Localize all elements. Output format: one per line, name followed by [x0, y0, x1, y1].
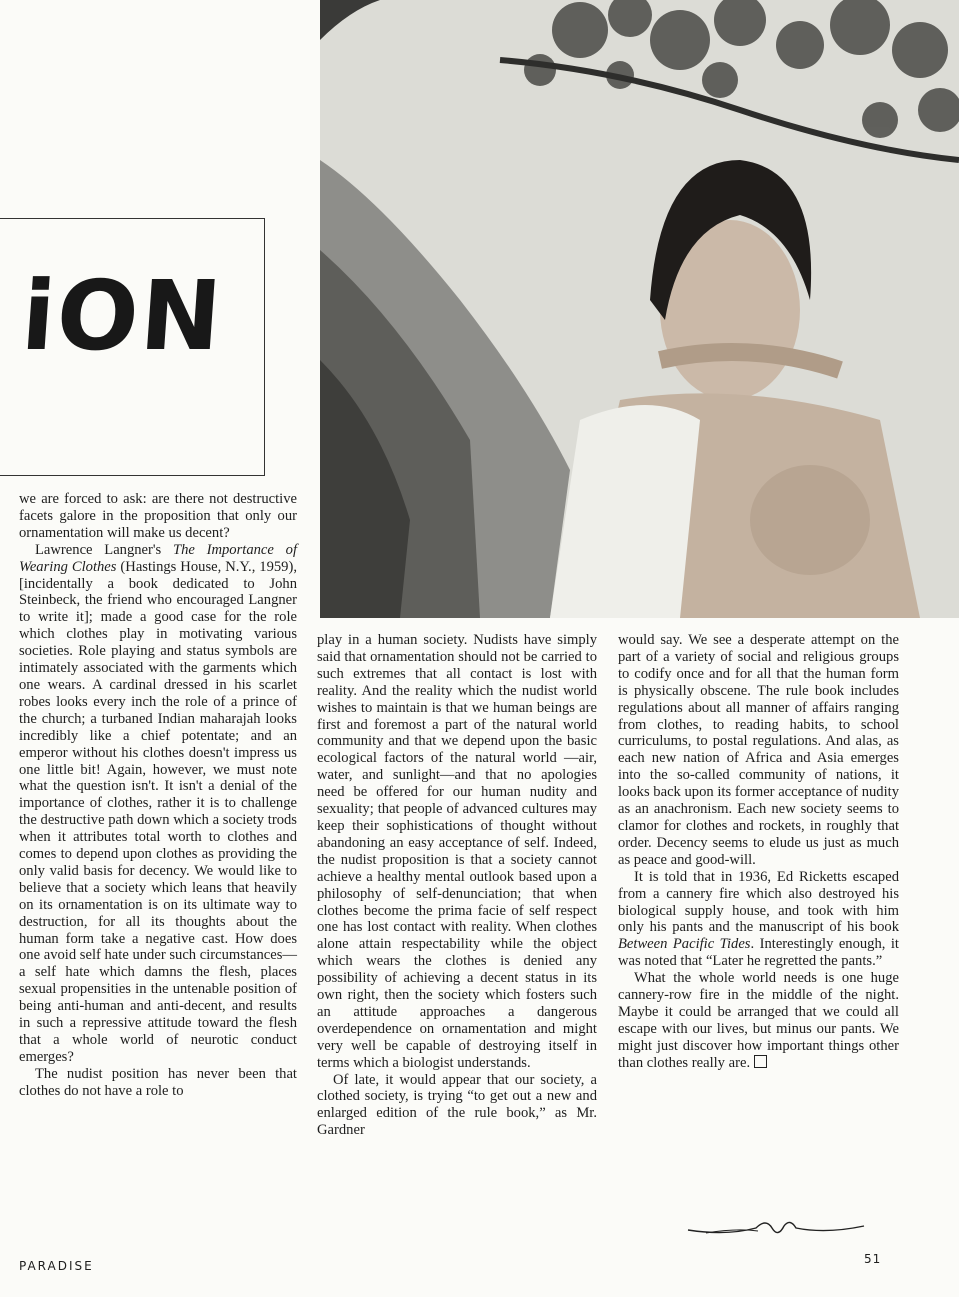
paragraph: play in a human society. Nudists have simply said that ornamentation should not be carried to such extremes that all contact is lost with reality. And the reality which the nudist world wishes to maintain is that we human beings are first and foremost a part of the natural world community and that we depend upon the basic ecological factors of the natural world —air, water, and sunlight—and that no apologies need be offered for our human nudity and sexuality; that people of advanced cultures may keep their sophistications of thought without abandoning an easy acceptance of self. Indeed, the nudist proposition is that a society cannot achieve a healthy mental outlook based upon a philosophy of self-denunciation; that when clothes become the prima facie of self respect one has lost contact with reality. When clothes alone attain respectability while the object which wears the clothes is denied any possibility of achieving a decent status in its own right, then the society which fosters such an attitude approaches a dangerous overdependence on ornamentation and might very well be capable of destroying itself in terms which a biologist understands. [317, 632, 597, 1071]
page-number: 51 [864, 1252, 882, 1266]
article-photograph [320, 0, 959, 618]
paragraph: we are forced to ask: are there not destructive facets galore in the proposition that only our ornamentation will make us decent? [19, 491, 297, 541]
book-title: The Importance of Wearing Clothes [19, 541, 297, 575]
paragraph: The nudist position has never been that clothes do not have a role to [19, 1065, 297, 1099]
paragraph: Of late, it would appear that our society, a clothed society, is trying “to get out a new and enlarged edition of the rule book,” as Mr. Gardner [317, 1071, 597, 1139]
paragraph: It is told that in 1936, Ed Ricketts escaped from a cannery fire which also destroyed his biological supply house, and took with him only his pants and the manuscript of his book Between Pacific Tides. Interestingly enough, it was noted that “Later he regretted the pants.” [618, 868, 899, 970]
magazine-name: PARADISE [19, 1259, 94, 1273]
paragraph: would say. We see a desperate attempt on the part of a variety of social and religious groups to codify once and for all that the human form is physically obscene. The rule book includes regulations about all manner of affairs ranging from clothes, to reading habits, to school curriculums, to postal regulations. And alas, as each new nation of Africa and Asia emerges into the so-called community of nations, it looks back upon its former acceptance of nudity as an anachronism. Each new society seems to clamor for clothes and rockets, in roughly that order. Decency seems to elude us just as much as peace and good-will. [618, 632, 899, 868]
text-column-2 [317, 632, 597, 1139]
article-title-fragment: iON [18, 260, 227, 372]
paragraph: What the whole world needs is one huge cannery-row fire in the middle of the night. Maybe it could be arranged that we could all escape with our lives, but minus our pants. We might just discover how important things other than clothes really are. [618, 970, 899, 1071]
paragraph: Lawrence Langner's The Importance of Wearing Clothes (Hastings House, N.Y., 1959), [incidentally a book dedicated to John Steinbeck, the friend who encouraged Langner to write it]; made a good case for the role which clothes play in motivating various societies. Role playing and status symbols are intimately associated with the garments which one wears. A cardinal dressed in his scarlet robes looks every inch the role of a prince of the church; a turbaned Indian maharajah looks incredibly like a chief potentate; and an emperor without his clothes doesn't impress us one little bit! Again, however, we must note what the question isn't. It isn't a denial of the importance of clothes, rather it is to challenge the destructive path down which a society trods when it attributes total worth to clothes and comes to depend upon clothes as providing the only valid basis for decency. We would like to believe that a society which leans that heavily on its ornamentation is on its ultimate way to destruction, for all its thoughts about the human form take a negative cast. How does one avoid self hate under such circumstances—a self hate which damns the flesh, places sexual propensities in the untenable position of being anti-human and anti-decent, and results in such a repressive attitude toward the flesh that a whole world of neurotic conduct emerges? [19, 541, 297, 1065]
photograph-icon [320, 0, 959, 618]
text-column-1 [19, 491, 297, 1100]
book-title: Between Pacific Tides [618, 936, 751, 953]
text-column-3 [618, 632, 899, 1072]
end-mark-icon [754, 1055, 767, 1068]
flourish-ornament-icon [686, 1214, 866, 1244]
